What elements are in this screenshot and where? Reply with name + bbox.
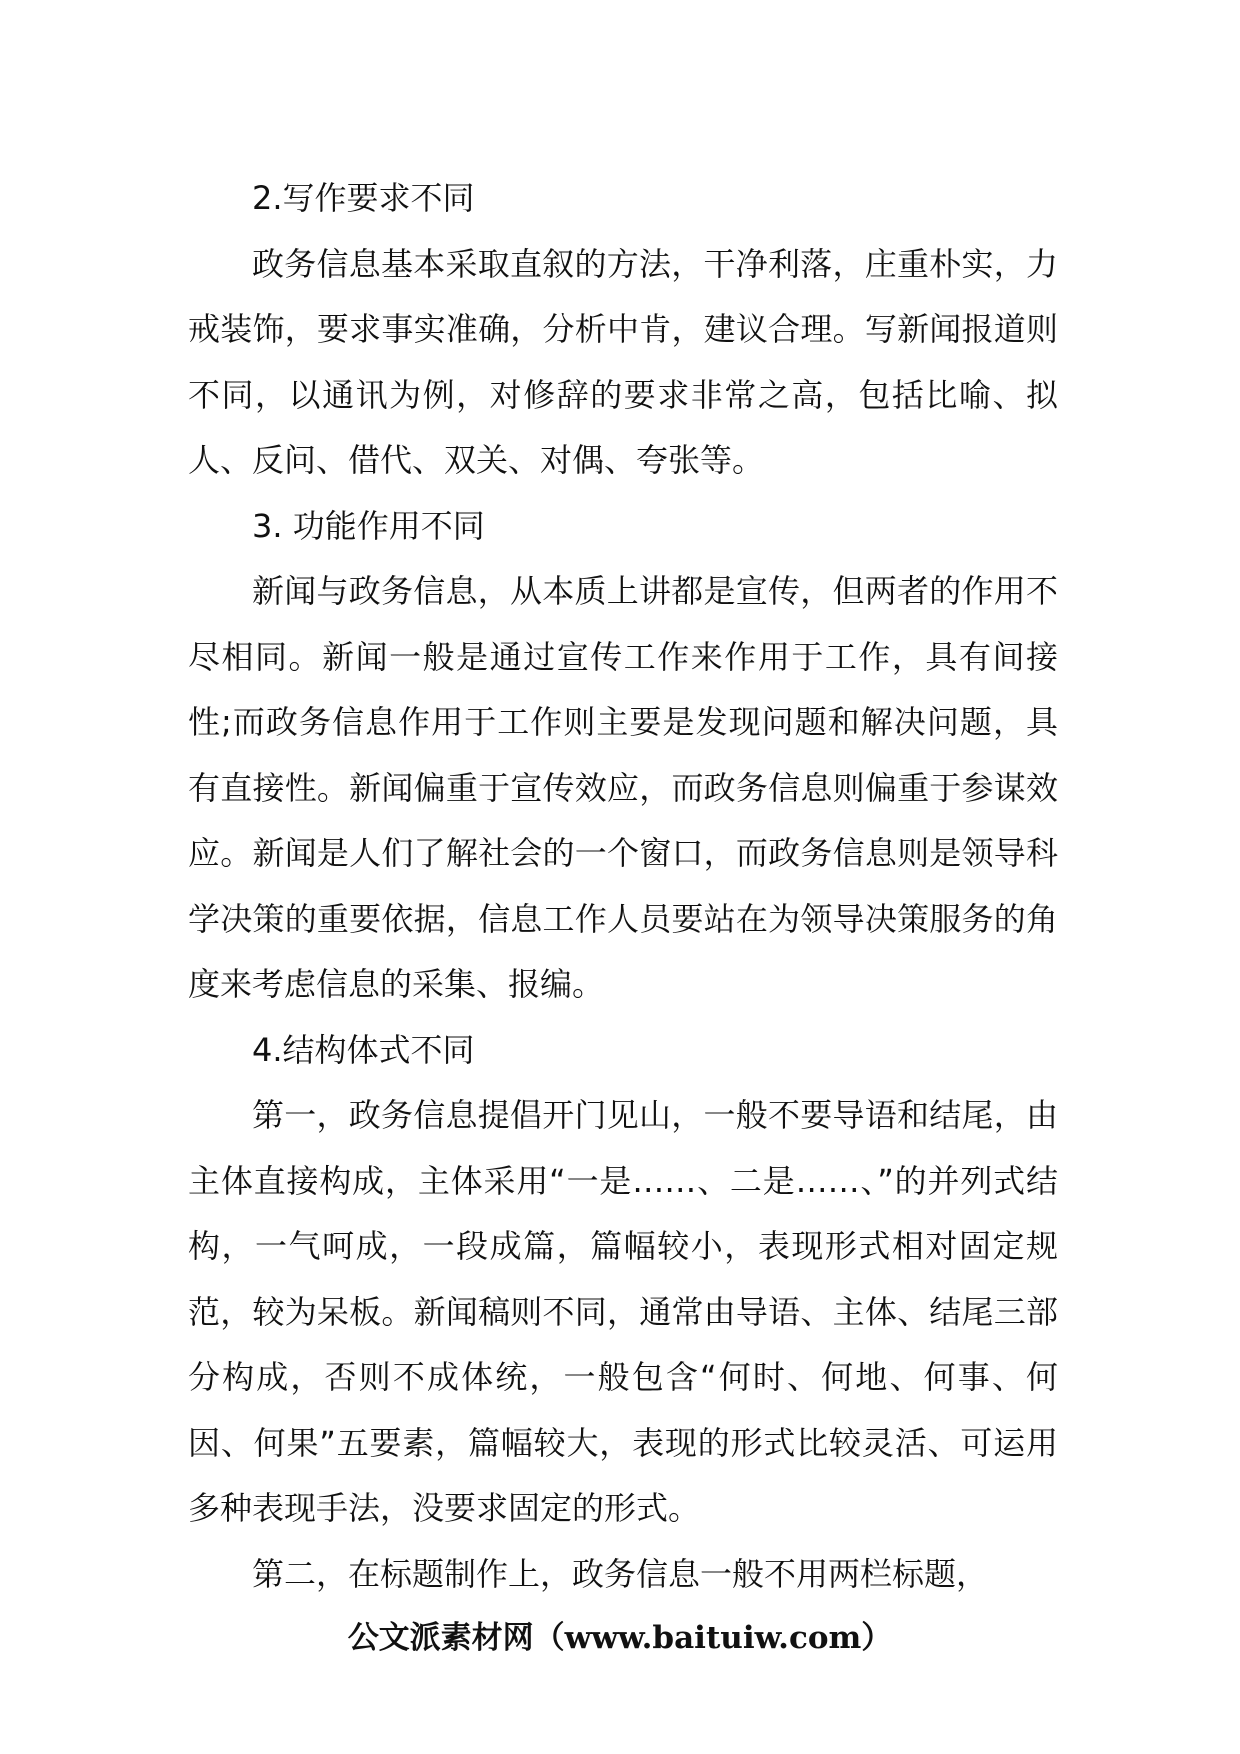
paragraph-writing-requirements: 政务信息基本采取直叙的方法，干净利落，庄重朴实，力戒装饰，要求事实准确，分析中肯，建议合理。写新闻报道则不同，以通讯为例，对修辞的要求非常之高，包括比喻、拟人、反问、借代、双关、对偶、夸张等。: [188, 244, 1058, 479]
section-heading-writing-requirements: 2.写作要求不同: [252, 179, 475, 217]
paragraph-structure-first: 第一，政务信息提倡开门见山，一般不要导语和结尾，由主体直接构成，主体采用“一是……、二是……、”的并列式结构，一气呵成，一段成篇，篇幅较小，表现形式相对固定规范，较为呆板。新闻稿则不同，通常由导语、主体、结尾三部分构成，否则不成体统，一般包含“何时、何地、何事、何因、何果”五要素，篇幅较大，表现的形式比较灵活、可运用多种表现手法，没要求固定的形式。: [188, 1096, 1058, 1527]
page-footer-watermark: 公文派素材网（www.baituiw.com）: [347, 1620, 893, 1656]
section-heading-structure: 4.结构体式不同: [252, 1030, 475, 1069]
section-heading-function: 3. 功能作用不同: [252, 506, 485, 545]
document-body: [188, 166, 1058, 1607]
paragraph-function: 新闻与政务信息，从本质上讲都是宣传，但两者的作用不尽相同。新闻一般是通过宣传工作来作用于工作，具有间接性;而政务信息作用于工作则主要是发现问题和解决问题，具有直接性。新闻偏重于宣传效应，而政务信息则偏重于参谋效应。新闻是人们了解社会的一个窗口，而政务信息则是领导科学决策的重要依据，信息工作人员要站在为领导决策服务的角度来考虑信息的采集、报编。: [188, 572, 1058, 1003]
paragraph-structure-second: 第二，在标题制作上，政务信息一般不用两栏标题，: [252, 1554, 989, 1593]
